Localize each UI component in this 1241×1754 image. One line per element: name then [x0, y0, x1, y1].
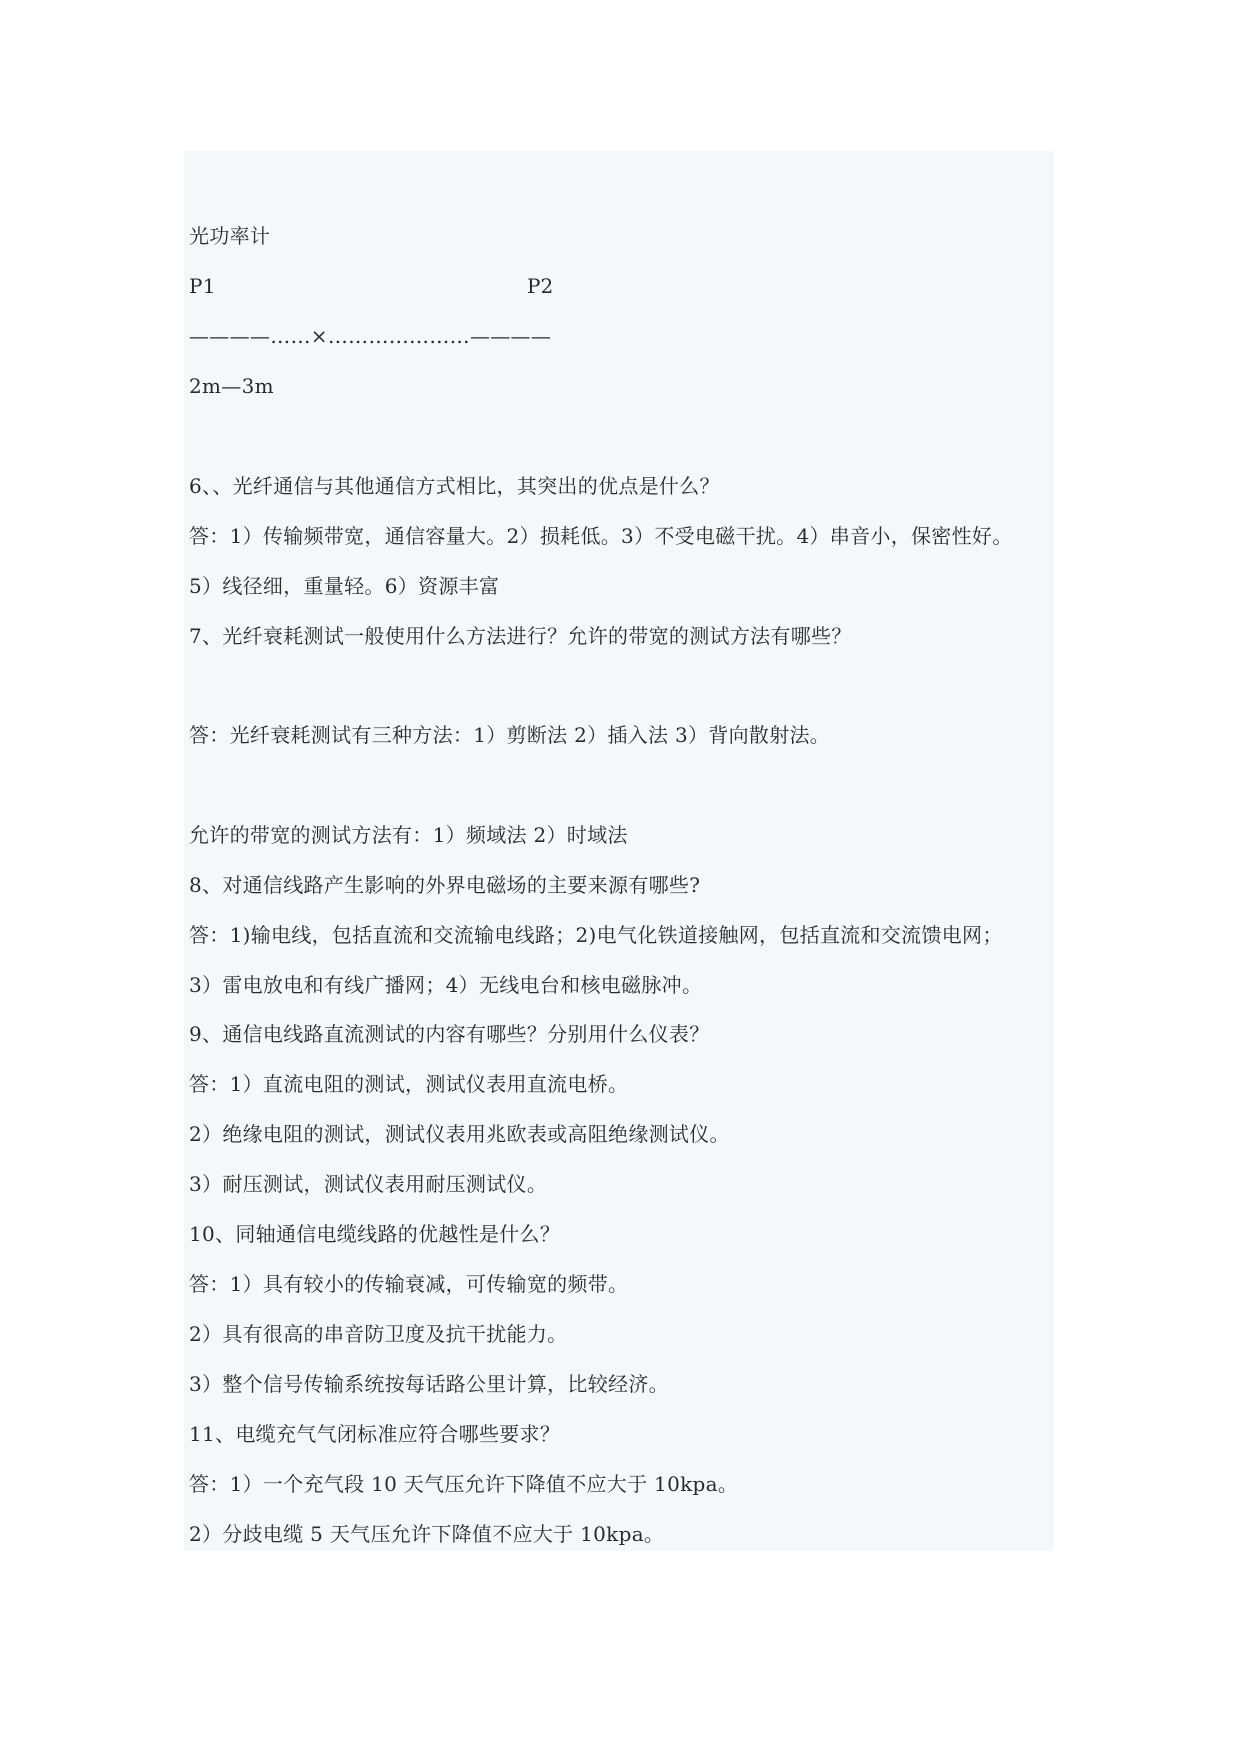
- meter-label: 光功率计: [189, 224, 271, 248]
- question-7: 7、光纤衰耗测试一般使用什么方法进行？允许的带宽的测试方法有哪些？: [189, 624, 852, 648]
- answer-10-line-3: 3）整个信号传输系统按每话路公里计算，比较经济。: [189, 1372, 669, 1396]
- answer-10-line-1: 答：1）具有较小的传输衰减，可传输宽的频带。: [189, 1272, 629, 1296]
- answer-7-line-2: 允许的带宽的测试方法有：1）频域法 2）时域法: [189, 823, 628, 847]
- answer-8-line-1: 答：1)输电线，包括直流和交流输电线路；2)电气化铁道接触网，包括直流和交流馈电网；: [189, 923, 1003, 947]
- question-9: 9、通信电线路直流测试的内容有哪些？分别用什么仪表？: [189, 1022, 710, 1046]
- answer-9-line-3: 3）耐压测试，测试仪表用耐压测试仪。: [189, 1172, 548, 1196]
- question-6: 6、、光纤通信与其他通信方式相比，其突出的优点是什么？: [189, 474, 720, 498]
- answer-9-line-1: 答：1）直流电阻的测试，测试仪表用直流电桥。: [189, 1072, 629, 1096]
- answer-11-line-2: 2）分歧电缆 5 天气压允许下降值不应大于 10kpa。: [189, 1522, 665, 1546]
- answer-8-line-2: 3）雷电放电和有线广播网；4）无线电台和核电磁脉冲。: [189, 973, 703, 997]
- answer-7-line-1: 答：光纤衰耗测试有三种方法：1）剪断法 2）插入法 3）背向散射法。: [189, 723, 831, 747]
- label-p1: P1: [189, 274, 216, 298]
- distance-label: 2m—3m: [189, 374, 274, 398]
- fiber-diagram-line: ————……×…………………————: [189, 324, 552, 348]
- answer-9-line-2: 2）绝缘电阻的测试，测试仪表用兆欧表或高阻绝缘测试仪。: [189, 1122, 730, 1146]
- question-11: 11、电缆充气气闭标准应符合哪些要求？: [189, 1422, 561, 1446]
- answer-11-line-1: 答：1）一个充气段 10 天气压允许下降值不应大于 10kpa。: [189, 1472, 739, 1496]
- label-p2: P2: [527, 274, 554, 298]
- question-8: 8、对通信线路产生影响的外界电磁场的主要来源有哪些?: [189, 873, 701, 897]
- answer-6-line-1: 答：1）传输频带宽，通信容量大。2）损耗低。3）不受电磁干扰。4）串音小，保密性好。: [189, 524, 1013, 548]
- answer-10-line-2: 2）具有很高的串音防卫度及抗干扰能力。: [189, 1322, 568, 1346]
- question-10: 10、同轴通信电缆线路的优越性是什么？: [189, 1222, 561, 1246]
- answer-6-line-2: 5）线径细，重量轻。6）资源丰富: [189, 574, 500, 598]
